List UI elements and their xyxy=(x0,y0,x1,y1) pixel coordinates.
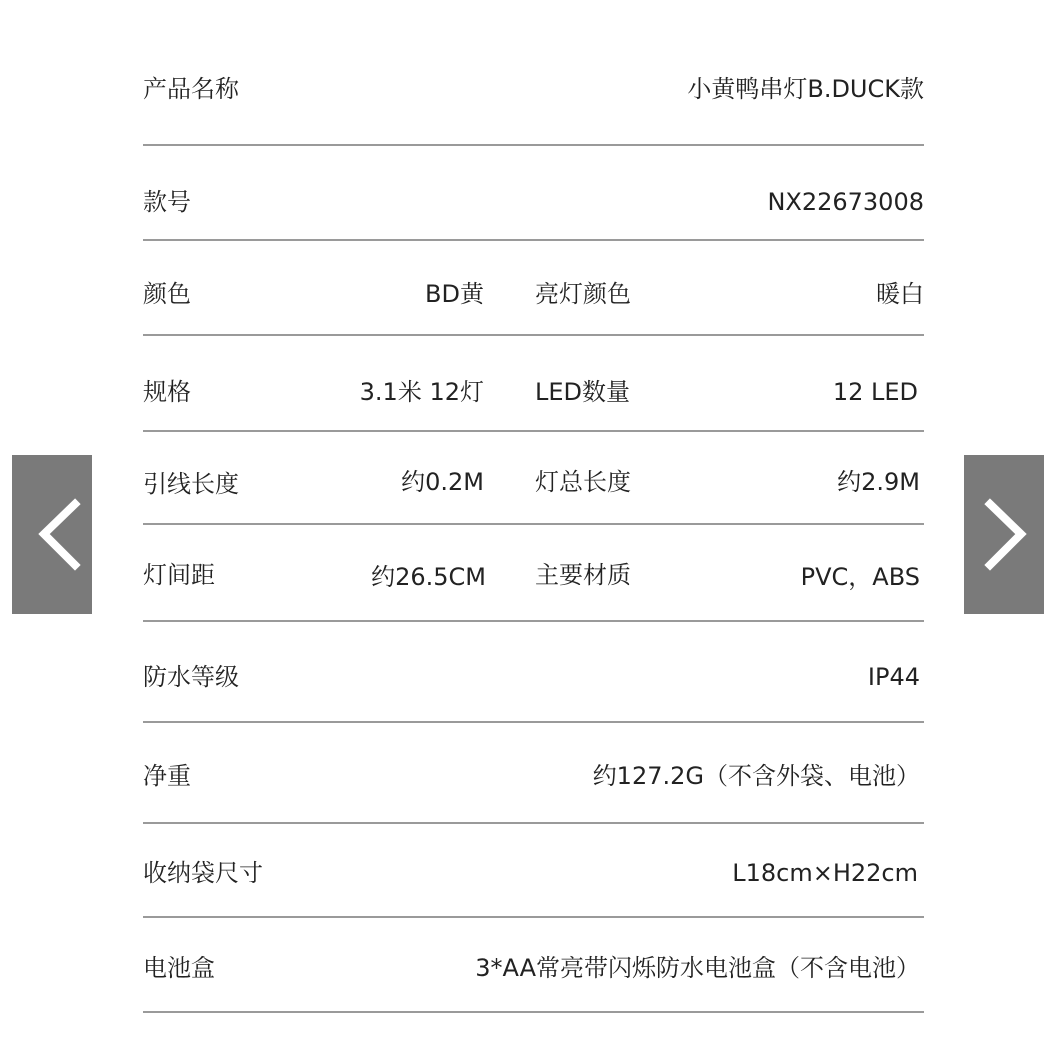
spec-value: 约127.2G（不含外袋、电池） xyxy=(592,762,920,790)
spec-label-secondary: 主要材质 xyxy=(535,561,631,589)
spec-row-weight xyxy=(143,723,924,824)
spec-value: 3*AA常亮带闪烁防水电池盒（不含电池） xyxy=(475,954,920,982)
spec-label-secondary: 亮灯颜色 xyxy=(535,280,631,308)
spec-label: 收纳袋尺寸 xyxy=(143,859,263,887)
spec-label: 规格 xyxy=(143,378,191,406)
spec-value: 约26.5CM xyxy=(371,563,486,591)
spec-value: 小黄鸭串灯B.DUCK款 xyxy=(687,75,924,103)
spec-row-waterproof xyxy=(143,622,924,723)
spec-row-color xyxy=(143,241,924,336)
spec-value-secondary: 12 LED xyxy=(832,378,918,406)
spec-row-bag-size xyxy=(143,824,924,918)
spec-label: 产品名称 xyxy=(143,75,239,103)
spec-value: NX22673008 xyxy=(767,188,924,216)
spec-row-model xyxy=(143,146,924,241)
spec-label: 净重 xyxy=(143,762,191,790)
spec-value: 3.1米 12灯 xyxy=(359,378,484,406)
spec-label: 灯间距 xyxy=(143,561,215,589)
spec-value: L18cm×H22cm xyxy=(732,859,918,887)
spec-label-secondary: LED数量 xyxy=(535,378,631,406)
prev-button[interactable] xyxy=(12,455,92,614)
spec-value-secondary: 暖白 xyxy=(876,280,924,308)
spec-value: 约0.2M xyxy=(401,468,484,496)
spec-row-product-name xyxy=(143,0,924,146)
spec-row-lead-length xyxy=(143,432,924,525)
spec-label-secondary: 灯总长度 xyxy=(535,468,631,496)
spec-label: 防水等级 xyxy=(143,663,239,691)
chevron-left-icon xyxy=(12,455,92,614)
spec-label: 颜色 xyxy=(143,280,191,308)
spec-value: BD黄 xyxy=(425,280,484,308)
spec-label: 引线长度 xyxy=(143,470,239,498)
spec-row-battery-box xyxy=(143,918,924,1013)
chevron-right-icon xyxy=(964,455,1044,614)
spec-row-spacing xyxy=(143,525,924,622)
spec-value: IP44 xyxy=(867,663,920,691)
spec-label: 电池盒 xyxy=(143,954,215,982)
spec-row-spec xyxy=(143,336,924,432)
next-button[interactable] xyxy=(964,455,1044,614)
spec-value-secondary: 约2.9M xyxy=(837,468,920,496)
spec-label: 款号 xyxy=(143,188,191,216)
spec-value-secondary: PVC，ABS xyxy=(800,563,920,591)
